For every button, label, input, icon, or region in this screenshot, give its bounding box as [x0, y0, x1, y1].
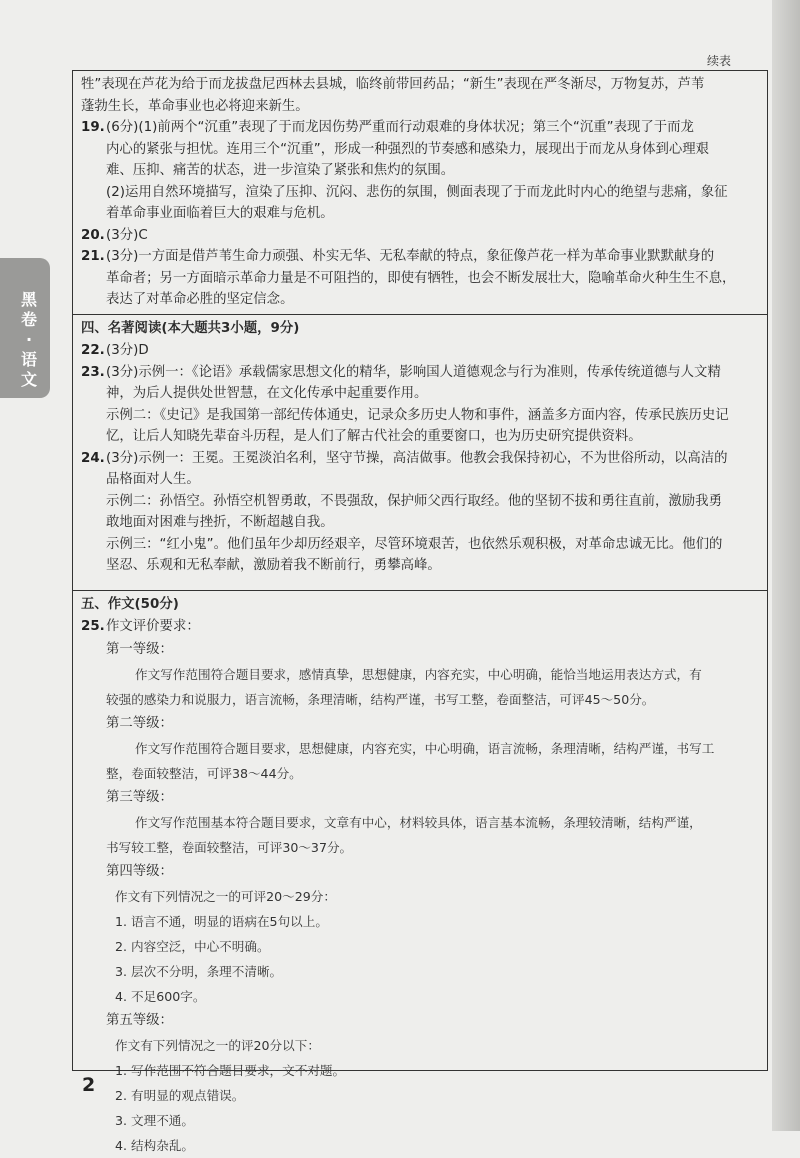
level3-text-line: 作文写作范围基本符合题目要求，文章有中心，材料较具体，语言基本流畅，条理较清晰，结构严谨，: [135, 814, 702, 830]
answer-text: 品格面对人生。: [106, 472, 200, 487]
answer-line: [81, 448, 743, 470]
answer-line: [81, 491, 743, 513]
answer-line: [81, 96, 743, 118]
answer-text: 坚忍、乐观和无私奉献，激励着我不断前行，勇攀高峰。: [106, 558, 441, 573]
section-modern-reading: [73, 71, 767, 315]
section-classics-reading: [73, 315, 767, 591]
level5-item: 1. 写作范围不符合题目要求，文不对题。: [115, 1062, 346, 1078]
level2-text-line: 作文写作范围符合题目要求，思想健康，内容充实，中心明确，语言流畅，条理清晰，结构严谨，书写工: [135, 740, 715, 756]
section3-lines: [81, 74, 743, 311]
answer-line: [81, 225, 743, 247]
answer-text: (3分)C: [106, 227, 148, 243]
answer-text: (2)运用自然环境描写，渲染了压抑、沉闷、悲伤的氛围，侧面表现了于而龙此时内心的绝望与悲痛，象征: [106, 184, 728, 200]
answer-line: [81, 117, 743, 139]
question-number: 19.: [81, 120, 105, 135]
answer-text: 神，为后人提供处世智慧，在文化传承中起重要作用。: [106, 386, 428, 401]
level1-text-line: 较强的感染力和说服力，语言流畅，条理清晰，结构严谨，书写工整，卷面整洁，可评45～50分。: [106, 691, 655, 707]
answer-text: 敢地面对困难与挫折，不断超越自我。: [106, 515, 334, 530]
answer-line: [81, 405, 743, 427]
answer-line: [81, 534, 743, 556]
answer-line: [81, 289, 743, 311]
section5-heading: 五、作文(50分): [81, 597, 179, 612]
answer-text: (3分)示例一：王冕。王冕淡泊名利，坚守节操，高洁做事。他教会我保持初心，不为世俗所动，以高洁的: [106, 450, 728, 466]
answer-line: [81, 383, 743, 405]
answer-table: [72, 70, 768, 1153]
level4-title: 第四等级：: [106, 863, 173, 879]
answer-line: [81, 555, 743, 577]
answer-text: 着革命事业面临着巨大的艰难与危机。: [106, 206, 334, 221]
answer-text: 革命者；另一方面暗示革命力量是不可阻挡的，即使有牺牲，也会不断发展壮大，隐喻革命火种生生不息，: [106, 270, 736, 286]
answer-text: 忆，让后人知晓先辈奋斗历程，是人们了解古代社会的重要窗口，也为历史研究提供资料。: [106, 429, 642, 444]
answer-text: 牲”表现在芦花为给于而龙拔盘尼西林去县城，临终前带回药品；“新生”表现在严冬渐尽，万物复苏，芦苇: [81, 77, 705, 92]
level4-item: 1. 语言不通，明显的语病在5句以上。: [115, 913, 328, 929]
answer-text: 示例二：孙悟空。孙悟空机智勇敢，不畏强敌，保护师父西行取经。他的坚韧不拔和勇往直前，激励我勇: [106, 493, 722, 509]
section4-heading: 四、名著阅读(本大题共3小题，9分): [81, 321, 300, 336]
answer-line: [81, 246, 743, 268]
section-essay: [73, 591, 767, 1153]
question-number: 23.: [81, 364, 105, 380]
answer-line: [81, 469, 743, 491]
answer-line: [81, 362, 743, 384]
level5-intro: 作文有下列情况之一的评20分以下：: [115, 1037, 320, 1053]
level3-title: 第三等级：: [106, 789, 173, 805]
answer-text: (3分)一方面是借芦苇生命力顽强、朴实无华、无私奉献的特点，象征像芦花一样为革命事业默默献身的: [106, 249, 715, 264]
answer-text: (3分)示例一：《论语》承载儒家思想文化的精华，影响国人道德观念与行为准则，传承传统道德与人文精: [106, 364, 721, 380]
question-number: 21.: [81, 249, 105, 264]
question-number: 20.: [81, 227, 105, 243]
answer-line: [81, 340, 743, 362]
answer-line: [81, 426, 743, 448]
side-tab-label: 黑卷·语文: [20, 290, 37, 389]
answer-text: 内心的紧张与担忧。连用三个“沉重”，形成一种强烈的节奏感和感染力，展现出于而龙从身体到心理艰: [106, 141, 710, 157]
level5-item: 4. 结构杂乱。: [115, 1137, 194, 1153]
level4-item: 2. 内容空泛，中心不明确。: [115, 938, 270, 954]
answer-line: [81, 512, 743, 534]
side-tab: [0, 258, 50, 398]
level1-title: 第一等级：: [106, 641, 173, 657]
answer-text: 表达了对革命必胜的坚定信念。: [106, 292, 294, 307]
level5-title: 第五等级：: [106, 1012, 173, 1028]
answer-line: [81, 139, 743, 161]
level4-item: 4. 不足600字。: [115, 988, 206, 1004]
answer-line: [81, 160, 743, 182]
page-number: 2: [82, 1074, 96, 1096]
page-edge-shadow: [772, 0, 800, 1131]
answer-line: [81, 182, 743, 204]
answer-line: [81, 268, 743, 290]
question-number: 22.: [81, 343, 105, 358]
answer-line: [81, 74, 743, 96]
level2-title: 第二等级：: [106, 715, 173, 731]
answer-text: 难、压抑、痛苦的状态，进一步渲染了紧张和焦灼的氛围。: [106, 163, 455, 178]
level5-item: 3. 文理不通。: [115, 1112, 194, 1128]
answer-text: 示例三：“红小鬼”。他们虽年少却历经艰辛，尽管环境艰苦，也依然乐观积极，对革命忠诚无比。他们的: [106, 536, 723, 552]
essay-question: [81, 616, 743, 638]
continued-label: 续表: [707, 54, 732, 68]
answer-text: (3分)D: [106, 343, 149, 358]
answer-text: 蓬勃生长，革命事业也必将迎来新生。: [81, 98, 309, 114]
answer-line: [81, 203, 743, 225]
level4-item: 3. 层次不分明，条理不清晰。: [115, 963, 283, 979]
level4-intro: 作文有下列情况之一的可评20～29分：: [115, 888, 336, 904]
answer-text: (6分)(1)前两个“沉重”表现了于而龙因伤势严重而行动艰难的身体状况；第三个“沉重”表现了于而龙: [106, 120, 694, 135]
level5-item: 2. 有明显的观点错误。: [115, 1087, 245, 1103]
level2-text-line: 整，卷面较整洁，可评38～44分。: [106, 765, 302, 781]
level3-text-line: 书写较工整，卷面较整洁，可评30～37分。: [106, 839, 353, 855]
essay-question-title: 作文评价要求：: [106, 619, 200, 634]
level1-text-line: 作文写作范围符合题目要求，感情真挚，思想健康，内容充实，中心明确，能恰当地运用表达方式，有: [135, 666, 702, 682]
question-number: 24.: [81, 450, 105, 466]
section4-lines: [81, 340, 743, 577]
answer-text: 示例二：《史记》是我国第一部纪传体通史，记录众多历史人物和事件，涵盖多方面内容，传承民族历史记: [106, 407, 729, 423]
question-number: 25.: [81, 619, 105, 634]
